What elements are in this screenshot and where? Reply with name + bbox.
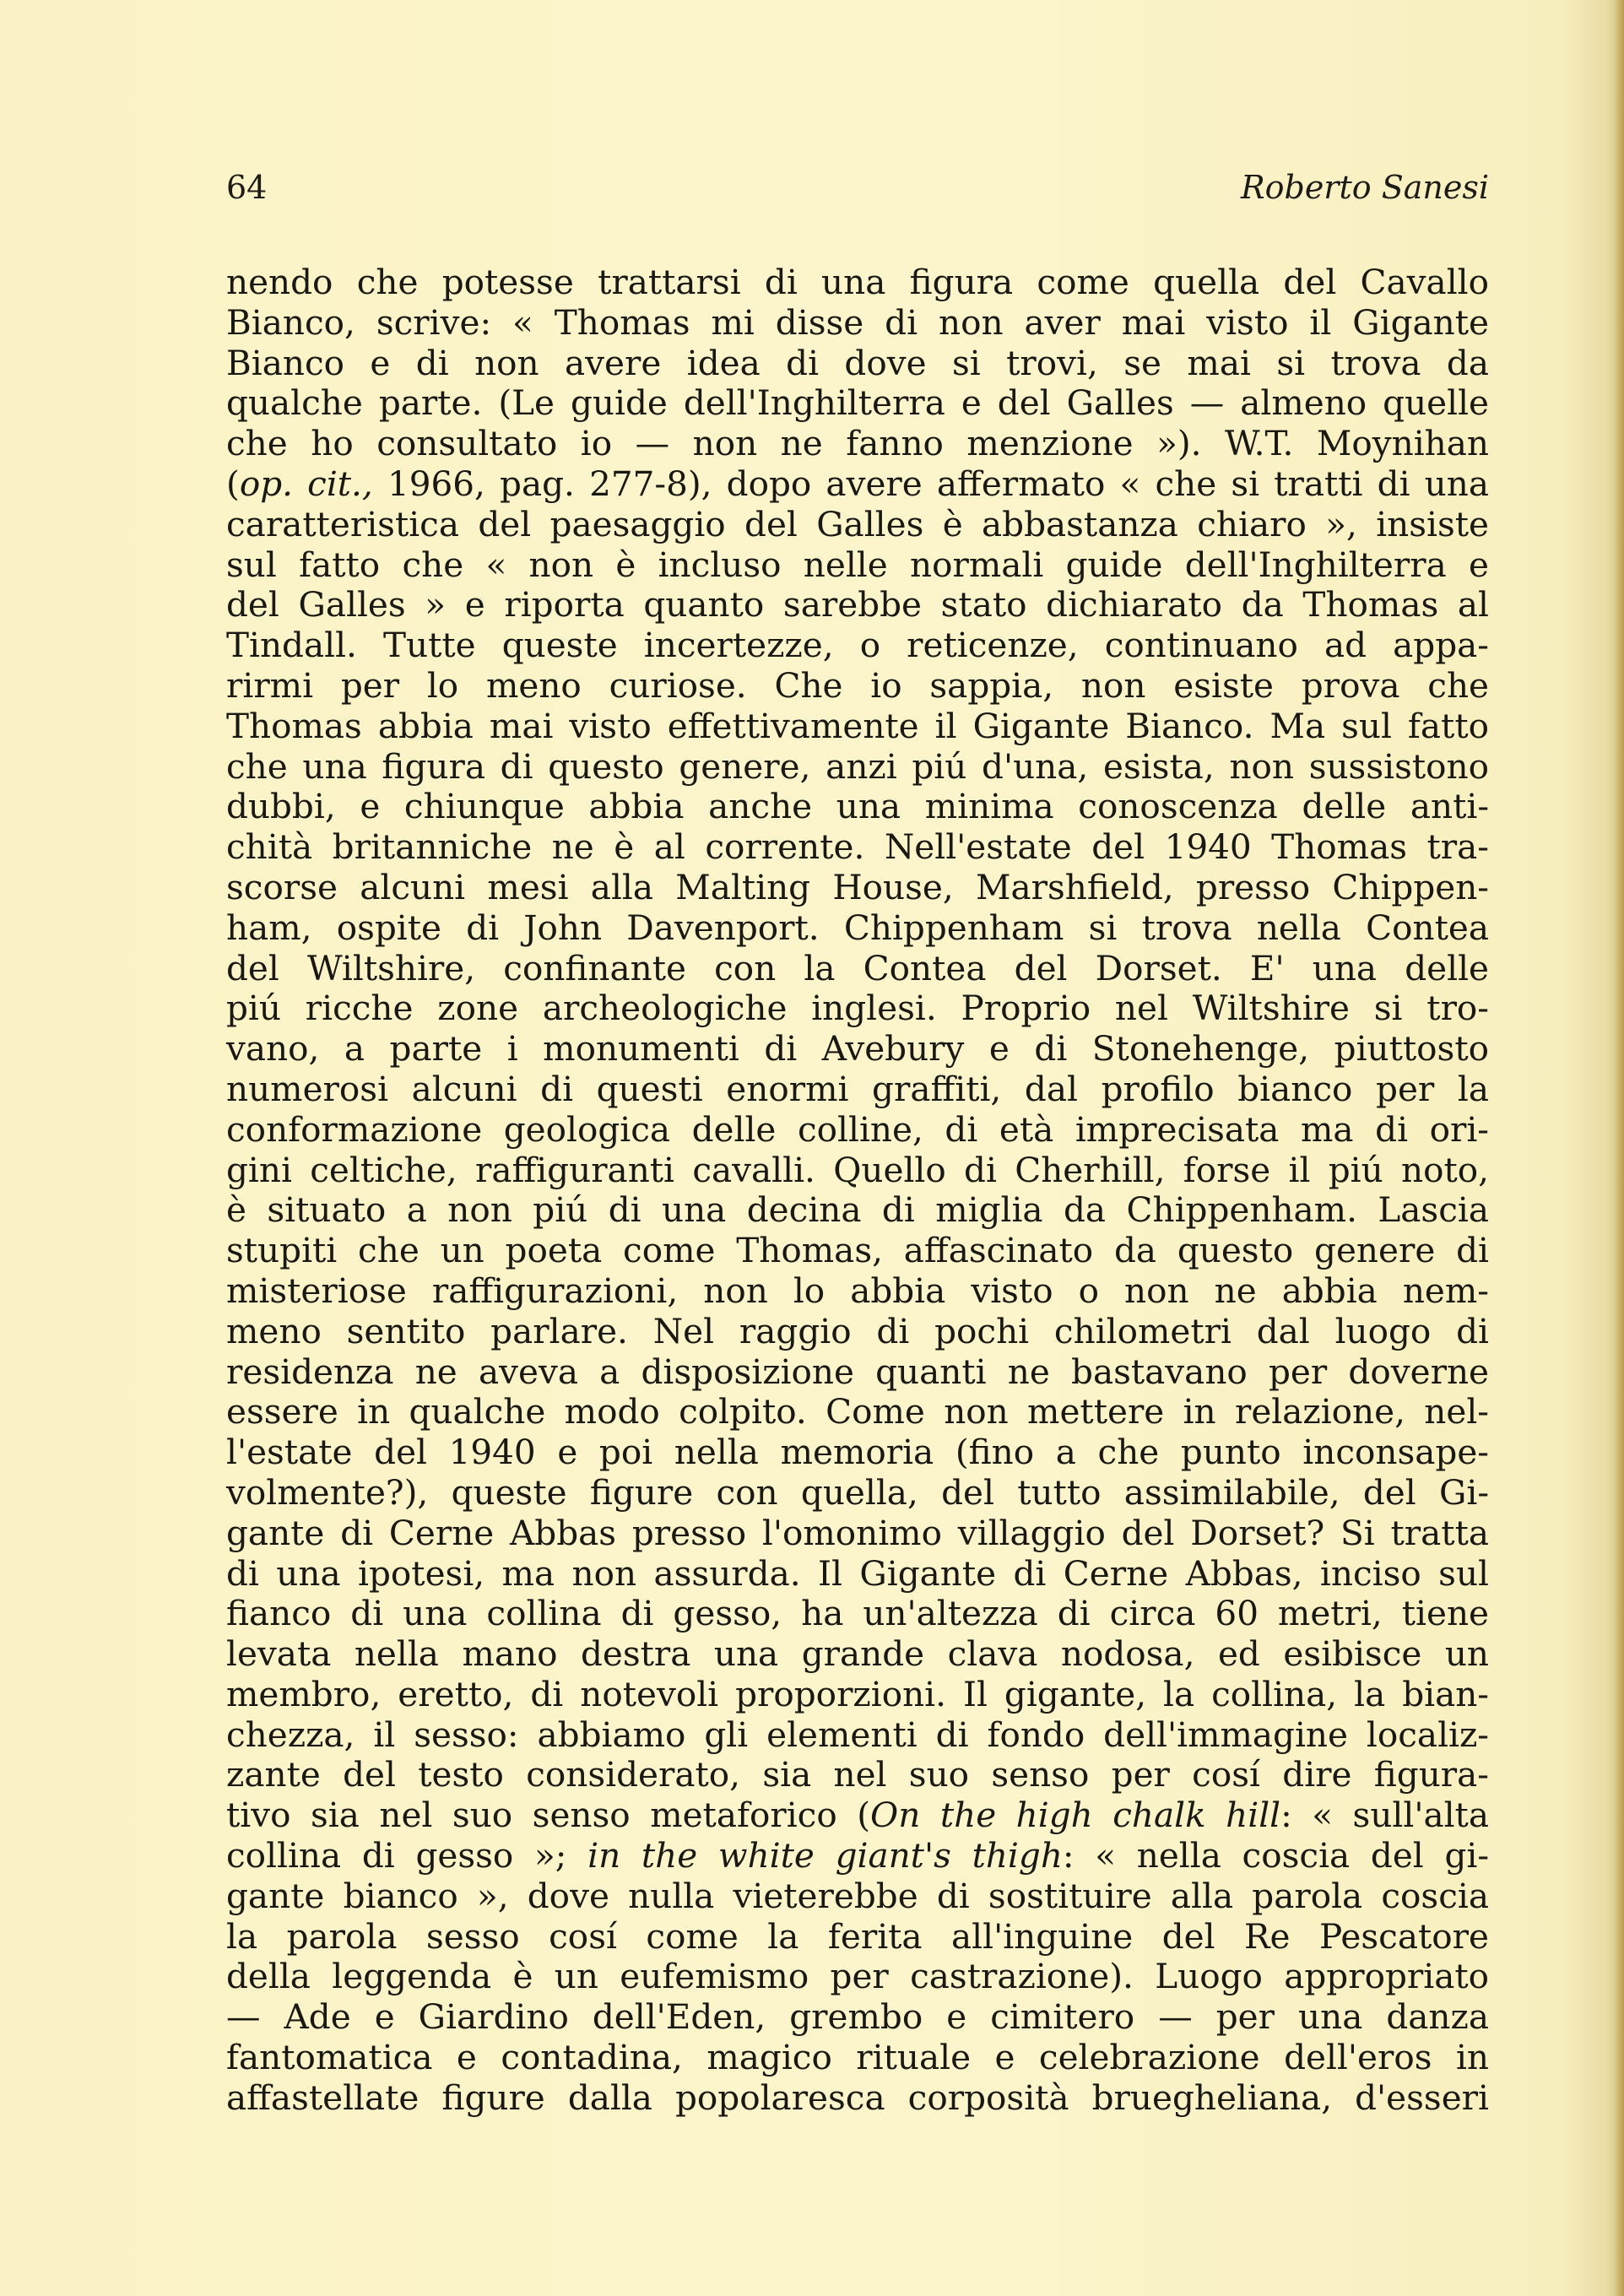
text-segment: numerosi alcuni di questi enormi graffiti, dal profilo bianco per la bbox=[226, 1068, 1489, 1109]
text-line bbox=[226, 424, 1489, 464]
text-segment: gante bianco », dove nulla vieterebbe di sostituire alla parola coscia bbox=[226, 1875, 1489, 1916]
text-line bbox=[226, 464, 1489, 505]
text-segment: misteriose raffigurazioni, non lo abbia visto o non ne abbia nem- bbox=[226, 1270, 1489, 1311]
body-text bbox=[226, 263, 1489, 2119]
italic-segment: op. cit., bbox=[239, 463, 373, 504]
text-line bbox=[226, 1029, 1489, 1069]
text-segment: stupiti che un poeta come Thomas, affascinato da questo genere di bbox=[226, 1230, 1489, 1271]
page-header bbox=[226, 169, 1489, 219]
page-number: 64 bbox=[226, 169, 268, 206]
text-segment: sul fatto che « non è incluso nelle normali guide dell'Inghilterra e bbox=[226, 544, 1489, 585]
text-segment: residenza ne aveva a disposizione quanti ne bastavano per doverne bbox=[226, 1351, 1489, 1392]
text-segment: : « nella coscia del gi- bbox=[1062, 1835, 1490, 1876]
text-segment: di una ipotesi, ma non assurda. Il Gigante di Cerne Abbas, inciso sul bbox=[226, 1552, 1489, 1594]
text-line bbox=[226, 1755, 1489, 1795]
text-line bbox=[226, 1514, 1489, 1554]
text-segment: rirmi per lo meno curiose. Che io sappia, non esiste prova che bbox=[226, 664, 1489, 706]
italic-segment: in the white giant's thigh bbox=[587, 1835, 1063, 1876]
text-line bbox=[226, 1554, 1489, 1595]
text-line bbox=[226, 1997, 1489, 2038]
text-segment: qualche parte. (Le guide dell'Inghilterra e del Galles — almeno quelle bbox=[226, 382, 1489, 424]
text-line bbox=[226, 707, 1489, 747]
text-segment: fianco di una collina di gesso, ha un'altezza di circa 60 metri, tiene bbox=[226, 1593, 1489, 1634]
text-line bbox=[226, 505, 1489, 545]
text-line bbox=[226, 1957, 1489, 1997]
text-line bbox=[226, 666, 1489, 707]
text-segment: dubbi, e chiunque abbia anche una minima conoscenza delle anti- bbox=[226, 786, 1489, 827]
text-segment: che una figura di questo genere, anzi piú d'una, esista, non sussistono bbox=[226, 745, 1489, 787]
text-segment: gante di Cerne Abbas presso l'omonimo villaggio del Dorset? Si tratta bbox=[226, 1512, 1489, 1553]
text-line bbox=[226, 1795, 1489, 1836]
text-line bbox=[226, 1392, 1489, 1432]
text-line bbox=[226, 827, 1489, 868]
text-line bbox=[226, 1312, 1489, 1352]
text-line bbox=[226, 2038, 1489, 2078]
text-segment: volmente?), queste figure con quella, del tutto assimilabile, del Gi- bbox=[226, 1471, 1489, 1513]
text-segment: Bianco, scrive: « Thomas mi disse di non aver mai visto il Gigante bbox=[226, 301, 1489, 343]
text-line bbox=[226, 787, 1489, 827]
text-segment: chità britanniche ne è al corrente. Nell'estate del 1940 Thomas tra- bbox=[226, 826, 1489, 868]
italic-segment: On the high chalk hill bbox=[870, 1795, 1281, 1836]
text-line bbox=[226, 1352, 1489, 1393]
text-line bbox=[226, 545, 1489, 586]
text-segment: fantomatica e contadina, magico rituale e celebrazione dell'eros in bbox=[226, 2037, 1489, 2078]
text-line bbox=[226, 303, 1489, 344]
text-line bbox=[226, 747, 1489, 788]
text-line bbox=[226, 868, 1489, 908]
text-segment: ham, ospite di John Davenport. Chippenham si trova nella Contea bbox=[226, 907, 1489, 948]
text-line bbox=[226, 1110, 1489, 1151]
text-line bbox=[226, 1473, 1489, 1514]
text-segment: chezza, il sesso: abbiamo gli elementi di fondo dell'immagine localiz- bbox=[226, 1714, 1489, 1755]
text-segment: affastellate figure dalla popolaresca corposità bruegheliana, d'esseri bbox=[226, 2077, 1489, 2118]
text-segment: del Wiltshire, confinante con la Contea del Dorset. E' una delle bbox=[226, 947, 1489, 988]
text-segment: gini celtiche, raffiguranti cavalli. Quello di Cherhill, forse il piú noto, bbox=[226, 1149, 1489, 1190]
text-line bbox=[226, 1190, 1489, 1231]
text-segment: Thomas abbia mai visto effettivamente il Gigante Bianco. Ma sul fatto bbox=[226, 705, 1489, 746]
text-segment: scorse alcuni mesi alla Malting House, Marshfield, presso Chippen- bbox=[226, 866, 1489, 907]
text-line bbox=[226, 1836, 1489, 1876]
text-line bbox=[226, 1634, 1489, 1675]
text-segment: collina di gesso »; bbox=[226, 1835, 588, 1876]
text-segment: nendo che potesse trattarsi di una figura come quella del Cavallo bbox=[226, 262, 1489, 302]
text-line bbox=[226, 1432, 1489, 1473]
text-line bbox=[226, 1594, 1489, 1634]
text-segment: conformazione geologica delle colline, di età imprecisata ma di ori- bbox=[226, 1108, 1489, 1150]
text-line bbox=[226, 1917, 1489, 1958]
text-segment: : « sull'alta bbox=[1280, 1795, 1489, 1836]
text-segment: caratteristica del paesaggio del Galles è abbastanza chiaro », insiste bbox=[226, 503, 1489, 544]
text-segment: l'estate del 1940 e poi nella memoria (fino a che punto inconsape- bbox=[226, 1432, 1489, 1473]
text-segment: del Galles » e riporta quanto sarebbe stato dichiarato da Thomas al bbox=[226, 584, 1489, 625]
text-line bbox=[226, 1715, 1489, 1756]
text-segment: 1966, pag. 277-8), dopo avere affermato « che si tratti di una bbox=[372, 463, 1489, 504]
text-line bbox=[226, 383, 1489, 424]
text-segment: membro, eretto, di notevoli proporzioni. Il gigante, la collina, la bian- bbox=[226, 1673, 1489, 1714]
text-line bbox=[226, 585, 1489, 625]
running-head: Roberto Sanesi bbox=[1241, 169, 1489, 206]
text-line bbox=[226, 344, 1489, 384]
text-segment: meno sentito parlare. Nel raggio di pochi chilometri dal luogo di bbox=[226, 1310, 1489, 1351]
text-line bbox=[226, 1151, 1489, 1191]
text-segment: levata nella mano destra una grande clava nodosa, ed esibisce un bbox=[226, 1633, 1489, 1675]
text-segment: che ho consultato io — non ne fanno menzione »). W.T. Moynihan bbox=[226, 423, 1489, 464]
text-line bbox=[226, 1271, 1489, 1312]
text-line bbox=[226, 1069, 1489, 1110]
text-line bbox=[226, 1675, 1489, 1715]
text-segment: Bianco e di non avere idea di dove si trovi, se mai si trova da bbox=[226, 342, 1489, 383]
text-segment: della leggenda è un eufemismo per castrazione). Luogo appropriato bbox=[226, 1956, 1489, 1997]
text-line bbox=[226, 263, 1489, 303]
text-segment: la parola sesso cosí come la ferita all'inguine del Re Pescatore bbox=[226, 1915, 1489, 1957]
text-line bbox=[226, 949, 1489, 989]
text-segment: vano, a parte i monumenti di Avebury e di Stonehenge, piuttosto bbox=[226, 1028, 1489, 1069]
text-line bbox=[226, 1231, 1489, 1271]
text-line bbox=[226, 625, 1489, 666]
page-edge bbox=[1616, 0, 1624, 2296]
text-line bbox=[226, 988, 1489, 1029]
text-segment: ( bbox=[226, 463, 240, 504]
text-line bbox=[226, 908, 1489, 949]
text-line bbox=[226, 2078, 1489, 2119]
text-segment: tivo sia nel suo senso metaforico ( bbox=[226, 1795, 871, 1836]
text-segment: piú ricche zone archeologiche inglesi. Proprio nel Wiltshire si tro- bbox=[226, 988, 1489, 1029]
text-segment: zante del testo considerato, sia nel suo senso per cosí dire figura- bbox=[226, 1754, 1489, 1795]
text-segment: essere in qualche modo colpito. Come non mettere in relazione, nel- bbox=[226, 1391, 1489, 1432]
text-line bbox=[226, 1876, 1489, 1917]
text-segment: Tindall. Tutte queste incertezze, o reticenze, continuano ad appa- bbox=[226, 625, 1489, 666]
text-segment: — Ade e Giardino dell'Eden, grembo e cimitero — per una danza bbox=[226, 1996, 1489, 2038]
text-segment: è situato a non piú di una decina di miglia da Chippenham. Lascia bbox=[226, 1189, 1489, 1231]
